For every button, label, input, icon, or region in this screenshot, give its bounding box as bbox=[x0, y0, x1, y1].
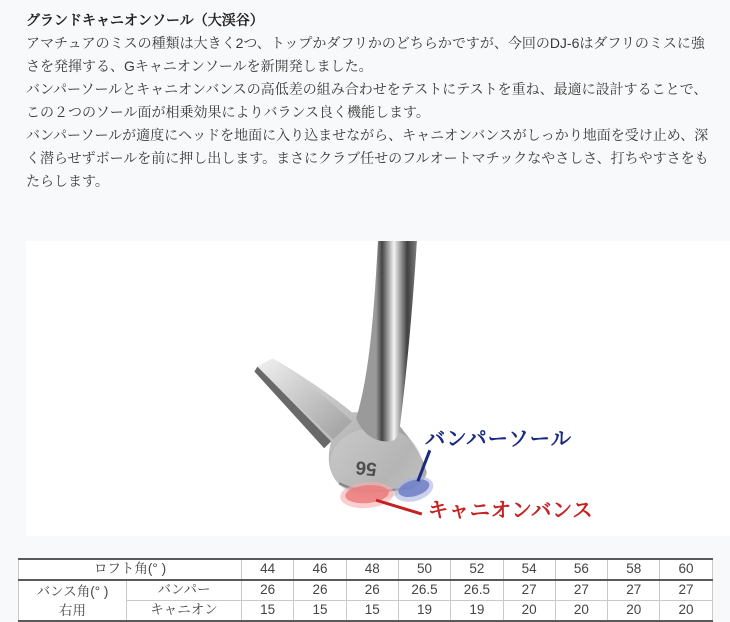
paragraph-2: バンパーソールとキャニオンバンスの高低差の組み合わせをテストにテストを重ね、最適に設計することで、この２つのソール面が相乗効果によりバランス良く機能します。 bbox=[26, 81, 708, 120]
spec-table bbox=[18, 558, 713, 622]
loft-value: 50 bbox=[398, 559, 450, 580]
loft-value: 60 bbox=[660, 559, 712, 580]
canyon-value: 20 bbox=[555, 601, 607, 622]
loft-value: 54 bbox=[503, 559, 555, 580]
loft-label-cell: ロフト角(° ) bbox=[19, 559, 242, 580]
bumper-value: 26.5 bbox=[398, 580, 450, 601]
canyon-value: 19 bbox=[451, 601, 503, 622]
bumper-value: 26.5 bbox=[451, 580, 503, 601]
bumper-bounce-row bbox=[19, 580, 713, 601]
club-illustration bbox=[26, 241, 730, 536]
bumper-value: 26 bbox=[294, 580, 346, 601]
loft-value: 44 bbox=[242, 559, 294, 580]
canyon-bounce-label: キャニオンバンス bbox=[427, 500, 594, 523]
bumper-value: 27 bbox=[608, 580, 660, 601]
loft-value: 48 bbox=[346, 559, 398, 580]
loft-value: 56 bbox=[555, 559, 607, 580]
loft-value: 46 bbox=[294, 559, 346, 580]
paragraph-3: バンパーソールが適度にヘッドを地面に入り込ませながら、キャニオンバンスがしっかり地面を受け止め、深く潜らせずボールを前に押し出します。まさにクラブ任せのフルオートマチックなやさしさ、打ちやすさをもたらします。 bbox=[26, 127, 709, 189]
bumper-row-label: バンパー bbox=[127, 580, 242, 601]
bumper-value: 26 bbox=[242, 580, 294, 601]
canyon-value: 15 bbox=[294, 601, 346, 622]
bumper-value: 26 bbox=[346, 580, 398, 601]
bumper-value: 27 bbox=[660, 580, 712, 601]
canyon-row-label: キャニオン bbox=[127, 601, 242, 622]
bounce-angle-label: バンス角(° ) bbox=[36, 583, 109, 599]
canyon-value: 20 bbox=[503, 601, 555, 622]
bumper-value: 27 bbox=[503, 580, 555, 601]
canyon-value: 15 bbox=[346, 601, 398, 622]
canyon-value: 20 bbox=[608, 601, 660, 622]
loft-stamp: 56 bbox=[354, 456, 378, 480]
canyon-value: 20 bbox=[660, 601, 712, 622]
bumper-sole-label: バンパーソール bbox=[424, 428, 573, 451]
club-sole-figure bbox=[26, 241, 730, 536]
section-heading: グランドキャニオンソール（大渓谷） bbox=[26, 12, 264, 28]
loft-row bbox=[19, 559, 713, 580]
description-section bbox=[0, 0, 730, 193]
canyon-value: 19 bbox=[398, 601, 450, 622]
loft-value: 52 bbox=[451, 559, 503, 580]
right-hand-label: 右用 bbox=[59, 602, 86, 618]
bumper-value: 27 bbox=[555, 580, 607, 601]
canyon-value: 15 bbox=[242, 601, 294, 622]
paragraph-1: アマチュアのミスの種類は大きく2つ、トップかダフリかのどちらかですが、今回のDJ-6はダフリのミスに強さを発揮する、Gキャニオンソールを新開発しました。 bbox=[26, 35, 705, 74]
loft-value: 58 bbox=[608, 559, 660, 580]
